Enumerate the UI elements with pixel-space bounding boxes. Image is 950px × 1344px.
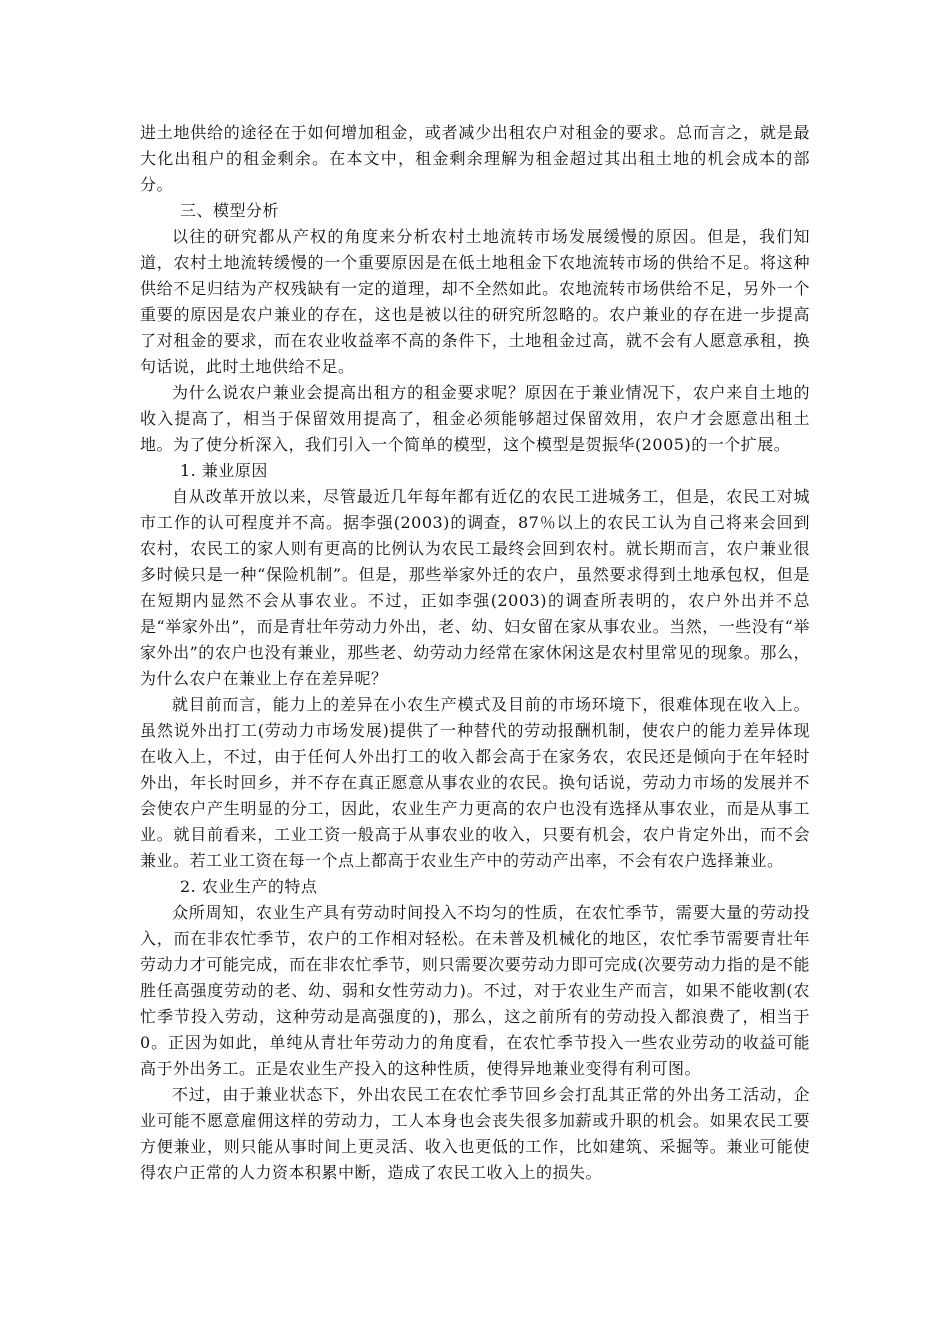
subsection-heading-part-time-reasons: 1. 兼业原因 (180, 461, 268, 480)
continuation-paragraph: 进土地供给的途径在于如何增加租金，或者减少出租农户对租金的要求。总而言之，就是最大化出租户的租金剩余。在本文中，租金剩余理解为租金超过其出租土地的机会成本的部分。 (140, 123, 810, 194)
body-paragraph: 自从改革开放以来，尽管最近几年每年都有近亿的农民工进城务工，但是，农民工对城市工作的认可程度并不高。据李强(2003)的调查，87％以上的农民工认为自己将来会回到农村，农民工的家人则有更高的比例认为农民工最终会回到农村。就长期而言，农户兼业很多时候只是一种“保险机制”。但是，那些举家外迁的农户，虽然要求得到土地承包权，但是在短期内显然不会从事农业。不过，正如李强(2003)的调查所表明的，农户外出并不总是“举家外出”，而是青壮年劳动力外出，老、幼、妇女留在家从事农业。当然，一些没有“举家外出”的农户也没有兼业，那些老、幼劳动力经常在家休闲这是农村里常见的现象。那么，为什么农户在兼业上存在差异呢？ (140, 487, 810, 688)
body-paragraph: 众所周知，农业生产具有劳动时间投入不均匀的性质，在农忙季节，需要大量的劳动投入，而在非农忙季节，农户的工作相对轻松。在未普及机械化的地区，农忙季节需要青壮年劳动力才可能完成，而在非农忙季节，则只需要次要劳动力即可完成(次要劳动力指的是不能胜任高强度劳动的老、幼、弱和女性劳动力)。不过，对于农业生产而言，如果不能收割(农忙季节投入劳动，这种劳动是高强度的)，那么，这之前所有的劳动投入都浪费了，相当于0。正因为如此，单纯从青壮年劳动力的角度看，在农忙季节投入一些农业劳动的收益可能高于外出务工。正是农业生产投入的这种性质，使得异地兼业变得有利可图。 (140, 903, 810, 1078)
subsection-heading-agricultural-production: 2. 农业生产的特点 (180, 877, 318, 896)
body-paragraph: 就目前而言，能力上的差异在小农生产模式及目前的市场环境下，很难体现在收入上。虽然说外出打工(劳动力市场发展)提供了一种替代的劳动报酬机制，使农户的能力差异体现在收入上，不过，由于任何人外出打工的收入都会高于在家务农，农民还是倾向于在年轻时外出，年长时回乡，并不存在真正愿意从事农业的农民。换句话说，劳动力市场的发展并不会使农户产生明显的分工，因此，农业生产力更高的农户也没有选择从事农业，而是从事工业。就目前看来，工业工资一般高于从事农业的收入，只要有机会，农户肯定外出，而不会兼业。若工业工资在每一个点上都高于农业生产中的劳动产出率，不会有农户选择兼业。 (140, 695, 810, 870)
section-heading-model-analysis: 三、模型分析 (180, 201, 280, 220)
document-body (140, 120, 810, 1186)
body-paragraph: 为什么说农户兼业会提高出租方的租金要求呢？原因在于兼业情况下，农户来自土地的收入提高了，相当于保留效用提高了，租金必须能够超过保留效用，农户才会愿意出租土地。为了使分析深入，我们引入一个简单的模型，这个模型是贺振华(2005)的一个扩展。 (140, 383, 810, 454)
body-paragraph: 不过，由于兼业状态下，外出农民工在农忙季节回乡会打乱其正常的外出务工活动，企业可能不愿意雇佣这样的劳动力，工人本身也会丧失很多加薪或升职的机会。如果农民工要方便兼业，则只能从事时间上更灵活、收入也更低的工作，比如建筑、采掘等。兼业可能使得农户正常的人力资本积累中断，造成了农民工收入上的损失。 (140, 1085, 810, 1182)
body-paragraph: 以往的研究都从产权的角度来分析农村土地流转市场发展缓慢的原因。但是，我们知道，农村土地流转缓慢的一个重要原因是在低土地租金下农地流转市场的供给不足。将这种供给不足归结为产权残缺有一定的道理，却不全然如此。农地流转市场供给不足，另外一个重要的原因是农户兼业的存在，这也是被以往的研究所忽略的。农户兼业的存在进一步提高了对租金的要求，而在农业收益率不高的条件下，土地租金过高，就不会有人愿意承租，换句话说，此时土地供给不足。 (140, 227, 810, 376)
